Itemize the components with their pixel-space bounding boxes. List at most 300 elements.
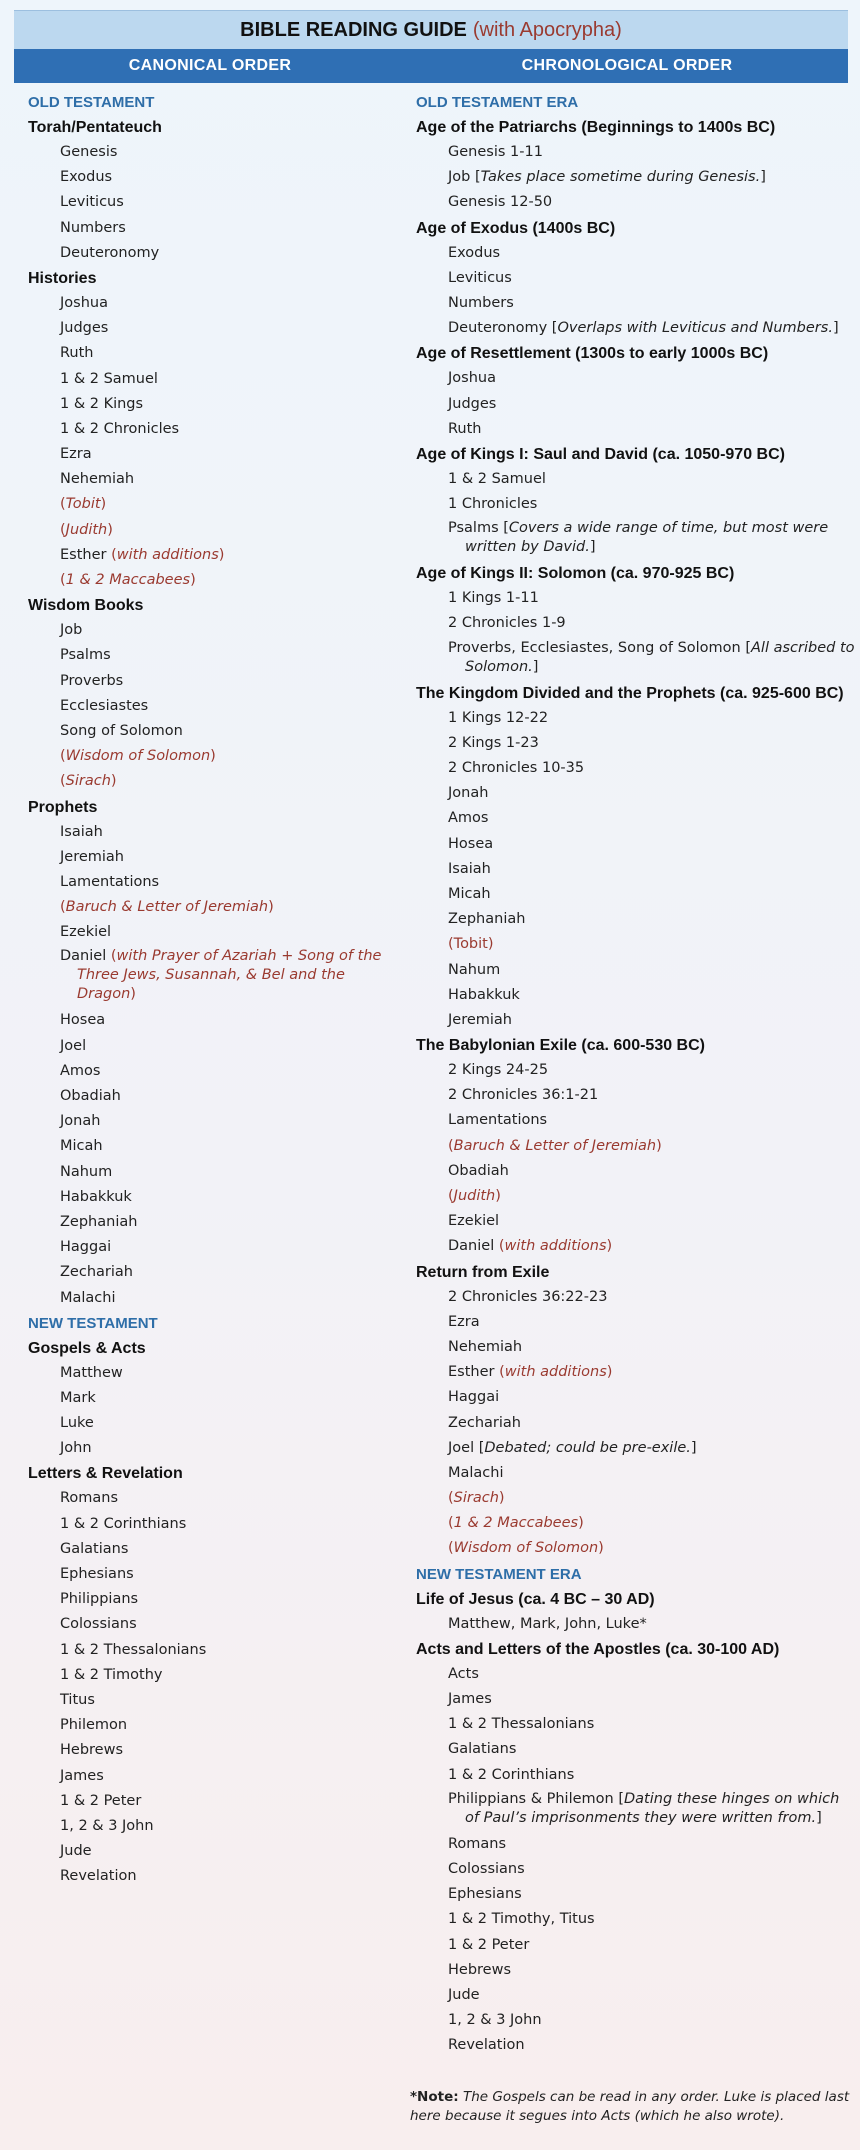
paren-close: ) [606,1364,613,1381]
list-item [448,1859,856,1880]
book-name: 1 & 2 Thessalonians [448,1716,595,1733]
book-name: Matthew [60,1364,123,1381]
list-item [448,1136,856,1157]
list-item [60,469,408,490]
list-item: Psalms [Covers a wide range of time, but most were written by David.] [448,520,829,556]
book-name: Song of Solomon [60,722,183,739]
book-name: Judges [448,395,497,412]
list-item: Deuteronomy [Overlaps with Leviticus and Numbers.] [448,320,839,337]
book-name: Nehemiah [448,1338,523,1355]
book-name: 1 Kings 12-22 [448,709,549,726]
book-name: Lamentations [448,1112,548,1129]
paren-open: ( [60,496,66,513]
list-item [60,1187,408,1208]
book-name: Revelation [448,2037,525,2054]
paren-open: ( [111,546,117,563]
group-heading: Age of Kings II: Solomon (ca. 970-925 BC) [416,565,735,583]
footnote-label: *Note: [410,2089,459,2105]
paren-close: ) [606,1238,613,1255]
paren-close: ) [487,936,494,953]
book-name: Hosea [448,835,494,852]
book-name: Zechariah [448,1414,521,1431]
list-item [60,1514,408,1535]
list-item [60,645,408,666]
list-item [448,834,856,855]
list-item [60,419,408,440]
book-name: Jonah [448,785,489,802]
paren-close: ) [268,899,274,916]
apocrypha-book: 1 & 2 Maccabees [453,1515,579,1532]
section-heading: NEW TESTAMENT ERA [416,1565,582,1583]
book-name: Hosea [60,1012,106,1029]
list-item [60,897,408,918]
book-name: Esther [448,1364,495,1381]
book-name: Exodus [60,169,113,186]
list-item [60,1438,408,1459]
book-name: Ezekiel [448,1213,500,1230]
book-name: Ezra [60,446,92,463]
list-item [448,2010,856,2031]
book-name: Haggai [448,1389,500,1406]
list-item [448,1161,856,1182]
list-item [448,394,856,415]
paren-close: ) [578,1515,584,1532]
list-item [60,1539,408,1560]
paren-close: ) [210,748,216,765]
list-item [60,494,408,515]
book-name: Psalms [448,520,499,537]
list-item [448,1884,856,1905]
list-item [448,1186,856,1207]
book-name: Proverbs [60,672,124,689]
list-item [60,1010,408,1031]
book-name: Jude [60,1843,92,1860]
book-name: Nehemiah [60,471,135,488]
list-item [448,1110,856,1131]
book-name: 1, 2 & 3 John [60,1817,154,1834]
list-item [60,922,408,943]
paren-open: ( [60,748,66,765]
list-item [448,192,856,213]
list-item: Job [Takes place sometime during Genesis.] [448,169,766,186]
title-main: BIBLE READING GUIDE [240,18,467,41]
list-item [60,570,408,591]
book-name: Ecclesiastes [60,697,149,714]
list-item [448,859,856,880]
list-item [448,243,856,264]
page-title [14,10,848,49]
list-item [60,1237,408,1258]
canonical-column [28,92,408,1891]
list-item [448,1714,856,1735]
header-canonical: CANONICAL ORDER [128,57,292,74]
list-item [60,1816,408,1837]
book-name: 1 & 2 Chronicles [60,420,180,437]
book-name: Amos [448,810,489,827]
book-name: Jude [448,1986,480,2003]
book-name: Genesis 12-50 [448,194,553,211]
dating-note: Overlaps with Leviticus and Numbers. [557,320,833,337]
list-item [60,696,408,717]
book-name: Jeremiah [448,1011,512,1028]
list-item [448,1312,856,1333]
book-name: Galatians [60,1540,129,1557]
apocrypha-book: Wisdom of Solomon [453,1540,599,1557]
group-heading: Wisdom Books [28,597,144,615]
list-item [60,545,408,566]
book-name: Nahum [448,961,501,978]
book-name: James [448,1691,492,1707]
book-name: 1 Kings 1-11 [448,590,539,607]
book-name: Joshua [60,294,108,311]
book-name: 2 Kings 24-25 [448,1062,549,1079]
book-name: Isaiah [60,823,103,840]
list-item [448,1060,856,1081]
section-heading: OLD TESTAMENT [28,94,155,111]
paren-close: ) [100,496,107,513]
book-name: Psalms [60,647,111,664]
list-item [60,1614,408,1635]
book-name: Obadiah [448,1162,509,1179]
list-item [448,1513,856,1534]
list-item [448,783,856,804]
paren-open: ( [448,1137,454,1154]
addition-note: with additions [116,546,219,563]
book-name: Zephaniah [448,911,526,928]
list-item [60,1111,408,1132]
list-item: Philippians & Philemon [Dating these hinges on which of Paul’s imprisonments they were written from.] [448,1790,840,1826]
list-item: Proverbs, Ecclesiastes, Song of Solomon [All ascribed to Solomon.] [448,639,855,675]
list-item [60,1640,408,1661]
book-name: 1 & 2 Kings [60,395,144,412]
group-heading: Histories [28,269,97,287]
list-item [60,1766,408,1787]
title-subtitle: (with Apocrypha) [472,18,622,41]
list-item [448,1909,856,1930]
apocrypha-book: Baruch & Letter of Jeremiah [453,1137,657,1154]
book-name: 1 & 2 Thessalonians [60,1641,207,1658]
addition-note: with additions [504,1364,607,1381]
list-item [60,872,408,893]
paren-open: ( [448,1490,454,1507]
book-name: Joel [60,1037,87,1054]
section-heading: OLD TESTAMENT ERA [416,94,579,111]
book-name: Nahum [60,1163,113,1180]
list-item [60,746,408,767]
list-item [448,1211,856,1232]
book-name: Exodus [448,244,501,261]
list-item [60,1388,408,1409]
group-heading: Torah/Pentateuch [28,119,162,136]
list-item [60,847,408,868]
list-item [60,444,408,465]
book-name: Daniel [60,948,107,965]
book-name: Micah [448,885,491,902]
book-name: Genesis 1-11 [448,144,543,160]
list-item [60,822,408,843]
list-item [448,1765,856,1786]
book-name: Obadiah [60,1088,121,1104]
book-name: 1 & 2 Timothy, Titus [448,1911,595,1928]
list-item [448,293,856,314]
apocrypha-book: Tobit [65,496,101,513]
book-name: 1 & 2 Corinthians [60,1515,187,1532]
list-item [60,318,408,339]
book-name: Zechariah [60,1264,133,1281]
list-item [60,1262,408,1283]
list-item [448,1010,856,1031]
list-item [60,620,408,641]
book-name: Acts [448,1665,479,1682]
list-item [60,394,408,415]
apocrypha-book: 1 & 2 Maccabees [65,572,191,588]
book-name: Luke [60,1415,94,1432]
list-item [60,1715,408,1736]
book-name: Lamentations [60,873,160,890]
apocrypha-book: Judith [453,1188,496,1204]
list-item [60,520,408,541]
book-name: Isaiah [448,860,491,877]
group-heading: The Kingdom Divided and the Prophets (ca. 925-600 BC) [416,684,844,702]
list-item [60,1866,408,1887]
list-item [60,1665,408,1686]
list-item [448,909,856,930]
list-item [60,1841,408,1862]
list-item [60,369,408,390]
book-name: 1 & 2 Peter [60,1792,142,1809]
apocrypha-book: Wisdom of Solomon [65,748,211,765]
book-name: Job [448,169,471,186]
group-heading: The Babylonian Exile (ca. 600-530 BC) [416,1037,705,1055]
list-item [448,934,856,955]
group-heading: Life of Jesus (ca. 4 BC – 30 AD) [416,1590,655,1608]
paren-open: ( [448,1540,454,1557]
list-item [448,1985,856,2006]
book-name: 2 Chronicles 1-9 [448,615,566,632]
apocrypha-book: Judith [65,521,108,538]
paren-open: ( [448,1515,454,1532]
list-item [448,613,856,634]
book-name: Micah [60,1138,103,1155]
list-item [448,708,856,729]
book-name: 1 & 2 Corinthians [448,1766,575,1783]
book-name: Philemon [60,1717,128,1734]
paren-open: ( [60,572,66,588]
book-name: Hebrews [60,1742,124,1759]
paren-close: ) [110,773,117,790]
list-item [60,343,408,364]
column-header-bar [14,49,848,83]
group-heading: Return from Exile [416,1263,550,1281]
book-name: Ezekiel [60,924,112,941]
list-item [448,960,856,981]
list-item [448,1538,856,1559]
paren-close: ) [656,1137,662,1154]
group-heading: Prophets [28,798,98,816]
list-item [60,1690,408,1711]
paren-close: ) [190,572,196,588]
book-name: 1 & 2 Samuel [448,470,546,487]
book-name: Daniel [448,1238,495,1255]
book-name: Numbers [60,219,126,236]
book-name: Leviticus [60,194,124,211]
book-name: Romans [448,1835,507,1852]
list-item [60,1564,408,1585]
list-item [448,268,856,289]
list-item [448,1387,856,1408]
book-name: 2 Chronicles 36:22-23 [448,1288,608,1305]
list-item [448,1935,856,1956]
list-item [448,1488,856,1509]
list-item [60,1136,408,1157]
list-item [448,588,856,609]
list-item [60,1363,408,1384]
book-name: Malachi [448,1464,504,1481]
list-item [448,2035,856,2056]
list-item [60,1212,408,1233]
book-name: Revelation [60,1868,137,1885]
book-name: Ephesians [60,1566,134,1582]
list-item [60,1162,408,1183]
footnote-text: The Gospels can be read in any order. Luke is placed last here because it segues into Acts (which he also wrote). [410,2089,850,2124]
list-item [60,1288,408,1309]
book-name: Genesis [60,144,118,160]
list-item [448,1362,856,1383]
book-name: Amos [60,1062,101,1079]
addition-note: with additions [504,1238,607,1255]
book-name: Philippians & Philemon [448,1790,614,1807]
list-item [448,469,856,490]
list-item [448,1287,856,1308]
paren-open: ( [448,1188,454,1204]
dating-note: Dating these hinges on which of Paul’s imprisonments they were written from. [465,1790,840,1826]
book-name: Deuteronomy [60,244,160,261]
book-name: Numbers [448,294,514,311]
book-name: Galatians [448,1741,517,1758]
list-item [60,218,408,239]
list-item [448,1614,856,1635]
dating-note: All ascribed to Solomon. [465,639,855,675]
book-name: Habakkuk [60,1188,132,1205]
list-item [60,1061,408,1082]
list-item: Joel [Debated; could be pre-exile.] [448,1439,697,1456]
list-item [60,771,408,792]
list-item [448,1463,856,1484]
book-name: Leviticus [448,269,512,286]
paren-close: ) [498,1490,505,1507]
list-item [448,1960,856,1981]
paren-close: ) [130,986,136,1003]
list-item [448,733,856,754]
dating-note: Covers a wide range of time, but most were written by David. [465,520,829,556]
paren-open: ( [110,948,117,965]
book-name: Jeremiah [60,848,124,865]
dating-note: Takes place sometime during Genesis. [480,169,761,186]
list-item [60,192,408,213]
paren-close: ) [495,1188,501,1204]
apocrypha-book: Sirach [453,1490,499,1507]
book-name: Titus [60,1691,95,1708]
list-item [448,758,856,779]
book-name: 2 Kings 1-23 [448,734,539,751]
group-heading: Age of Kings I: Saul and David (ca. 1050-970 BC) [416,445,785,463]
list-item [448,1664,856,1685]
paren-close: ) [107,521,113,538]
list-item [448,1413,856,1434]
book-name: Malachi [60,1289,116,1306]
dating-note: Debated; could be pre-exile. [484,1439,691,1456]
list-item [60,1036,408,1057]
book-name: 1 & 2 Samuel [60,370,158,387]
group-heading: Age of the Patriarchs (Beginnings to 1400s BC) [416,119,776,136]
list-item [448,1834,856,1855]
book-name: Judges [60,320,109,337]
list-item [448,808,856,829]
list-item [60,1488,408,1509]
paren-close: ) [598,1540,604,1557]
group-heading: Acts and Letters of the Apostles (ca. 30-100 AD) [416,1640,780,1658]
book-name: Colossians [448,1860,525,1877]
list-item [448,1337,856,1358]
list-item [60,243,408,264]
book-name: 2 Chronicles 10-35 [448,760,585,776]
group-heading: Age of Resettlement (1300s to early 1000s BC) [416,345,769,363]
paren-open: ( [60,773,66,790]
footnote [410,2088,850,2126]
book-name: Haggai [60,1239,112,1256]
apocrypha-book: Tobit [453,936,488,953]
list-item [60,947,408,1004]
list-item [60,1589,408,1610]
book-name: James [60,1767,104,1784]
book-name: Jonah [60,1113,101,1130]
list-item [60,293,408,314]
paren-close: ) [218,546,225,563]
list-item [448,494,856,515]
list-item [448,419,856,440]
list-item [60,721,408,742]
addition-note: with Prayer of Azariah + Song of the Three Jews, Susannah, & Bel and the Dragon [77,948,382,1003]
chronological-column [416,92,856,2060]
book-name: Ephesians [448,1886,522,1903]
list-item [448,985,856,1006]
book-name: Mark [60,1389,96,1406]
book-name: 1 & 2 Timothy [60,1666,163,1683]
group-heading: Age of Exodus (1400s BC) [416,219,616,237]
list-item [448,368,856,389]
list-item [448,1085,856,1106]
book-name: Romans [60,1490,119,1507]
book-name: 1 Chronicles [448,496,538,513]
book-name: Hebrews [448,1961,512,1978]
apocrypha-book: Baruch & Letter of Jeremiah [65,899,269,916]
book-name: Deuteronomy [448,320,548,337]
book-name: Matthew, Mark, John, Luke* [448,1615,647,1632]
book-name: Zephaniah [60,1213,138,1230]
book-name: Habakkuk [448,986,520,1003]
group-heading: Gospels & Acts [28,1339,146,1357]
book-name: Colossians [60,1616,137,1633]
paren-open: ( [60,521,66,538]
list-item [448,1689,856,1710]
book-name: Job [60,622,83,639]
book-name: 1, 2 & 3 John [448,2012,542,2029]
paren-open: ( [499,1364,505,1381]
list-item [60,1086,408,1107]
section-heading: NEW TESTAMENT [28,1314,158,1332]
book-name: John [60,1440,92,1457]
list-item [448,884,856,905]
